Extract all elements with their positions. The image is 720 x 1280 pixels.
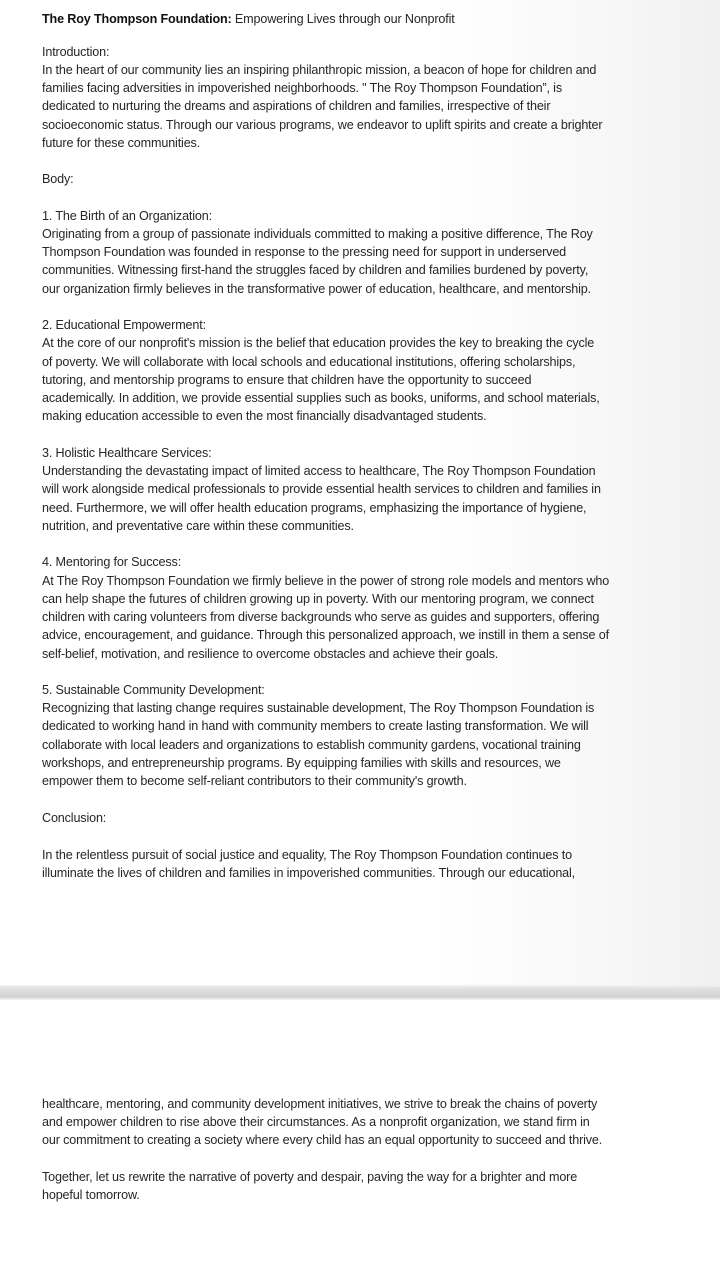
paragraph-line: workshops, and entrepreneurship programs. By equipping families with skills and resources, we — [42, 756, 561, 770]
paragraph-line: empower them to become self-reliant contributors to their community's growth. — [42, 774, 467, 788]
paragraph-line: nutrition, and preventative care within these communities. — [42, 519, 354, 533]
section-heading: 3. Holistic Healthcare Services: — [42, 446, 212, 460]
paragraph-line: children with caring volunteers from diverse backgrounds who serve as guides and supporters, offering — [42, 610, 600, 624]
paragraph-line: families facing adversities in impoverished neighborhoods. " The Roy Thompson Foundation”, is — [42, 81, 562, 95]
paragraph-line: At The Roy Thompson Foundation we firmly believe in the power of strong role models and mentors who — [42, 574, 610, 588]
paragraph-line: Understanding the devastating impact of limited access to healthcare, The Roy Thompson Foundation — [42, 464, 596, 478]
section-heading: Conclusion: — [42, 811, 107, 825]
paragraph-line: will work alongside medical professionals to provide essential health services to children and families in — [42, 482, 601, 496]
paragraph-line: and empower children to rise above their circumstances. As a nonprofit organization, we stand firm in — [42, 1115, 590, 1129]
paragraph-line: Recognizing that lasting change requires sustainable development, The Roy Thompson Foundation is — [42, 701, 595, 715]
paragraph-line: Together, let us rewrite the narrative of poverty and despair, paving the way for a brighter and more — [42, 1170, 578, 1184]
paragraph-line: dedicated to nurturing the dreams and aspirations of children and families, irrespective of their — [42, 99, 551, 113]
section-heading: 1. The Birth of an Organization: — [42, 209, 212, 223]
paragraph-line: academically. In addition, we provide essential supplies such as books, uniforms, and school materials, — [42, 391, 600, 405]
document-title-bold: The Roy Thompson Foundation: — [42, 12, 232, 26]
section-heading: Introduction: — [42, 45, 110, 59]
document-title — [42, 10, 455, 28]
paragraph-line: advice, encouragement, and guidance. Through this personalized approach, we instill in them a sense of — [42, 628, 609, 642]
paragraph-line: Thompson Foundation was founded in response to the pressing need for support in underserved — [42, 245, 567, 259]
paragraph-line: At the core of our nonprofit's mission is the belief that education provides the key to breaking the cycle — [42, 336, 595, 350]
paragraph-line: can help shape the futures of children growing up in poverty. With our mentoring program, we connect — [42, 592, 594, 606]
paragraph-line: making education accessible to even the most financially disadvantaged students. — [42, 409, 487, 423]
section-heading: Body: — [42, 172, 74, 186]
paragraph-line: In the heart of our community lies an inspiring philanthropic mission, a beacon of hope for children and — [42, 63, 597, 77]
paragraph-line: self-belief, motivation, and resilience to overcome obstacles and achieve their goals. — [42, 647, 499, 661]
paragraph-line: healthcare, mentoring, and community development initiatives, we strive to break the chains of poverty — [42, 1097, 598, 1111]
paragraph-line: need. Furthermore, we will offer health education programs, emphasizing the importance of hygiene, — [42, 501, 587, 515]
paragraph-line: socioeconomic status. Through our various programs, we endeavor to uplift spirits and create a brighter — [42, 118, 603, 132]
paragraph-line: hopeful tomorrow. — [42, 1188, 140, 1202]
section-heading: 2. Educational Empowerment: — [42, 318, 206, 332]
section-heading: 5. Sustainable Community Development: — [42, 683, 265, 697]
paragraph-line: future for these communities. — [42, 136, 201, 150]
paragraph-line: illuminate the lives of children and families in impoverished communities. Through our educational, — [42, 866, 576, 880]
paragraph-line: our commitment to creating a society where every child has an equal opportunity to succeed and thrive. — [42, 1133, 603, 1147]
paragraph-line: collaborate with local leaders and organizations to establish community gardens, vocational training — [42, 738, 581, 752]
paragraph-line: dedicated to working hand in hand with community members to create lasting transformation. We will — [42, 719, 589, 733]
paragraph-line: tutoring, and mentorship programs to ensure that children have the opportunity to succeed — [42, 373, 532, 387]
page-break-divider — [0, 985, 720, 1000]
paragraph-line: communities. Witnessing first-hand the struggles faced by children and families burdened by poverty, — [42, 263, 589, 277]
paragraph-line: our organization firmly believes in the transformative power of education, healthcare, and mentorship. — [42, 282, 591, 296]
document-title-rest: Empowering Lives through our Nonprofit — [231, 12, 455, 26]
paragraph-line: Originating from a group of passionate individuals committed to making a positive difference, The Roy — [42, 227, 593, 241]
paragraph-line: of poverty. We will collaborate with local schools and educational institutions, offering scholarships, — [42, 355, 576, 369]
paragraph-line: In the relentless pursuit of social justice and equality, The Roy Thompson Foundation continues to — [42, 848, 572, 862]
section-heading: 4. Mentoring for Success: — [42, 555, 182, 569]
